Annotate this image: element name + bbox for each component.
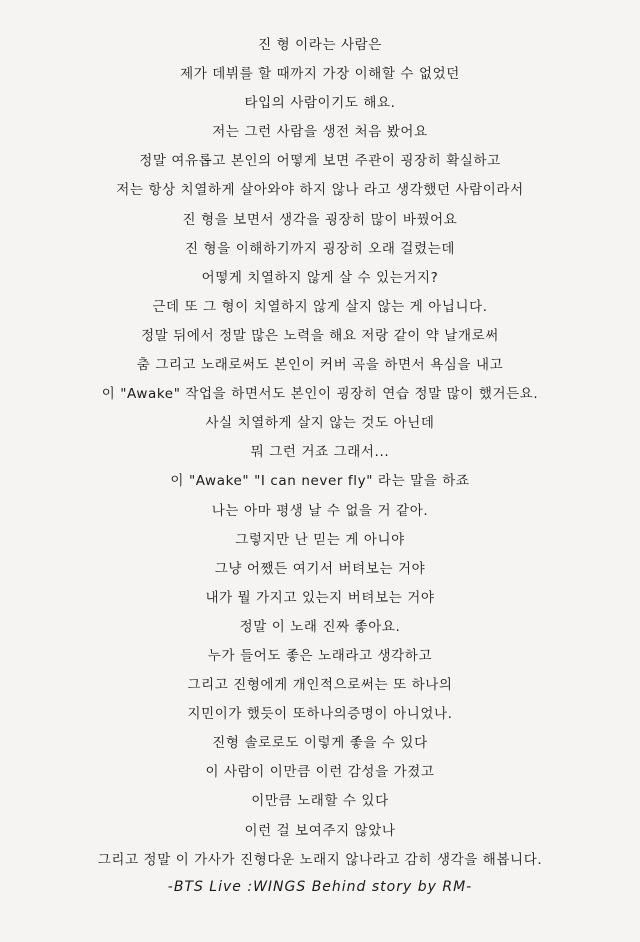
text-line: 그리고 진형에게 개인적으로써는 또 하나의 bbox=[187, 677, 453, 694]
text-line: 그리고 정말 이 가사가 진형다운 노래지 않나라고 감히 생각을 해봅니다. bbox=[97, 851, 543, 868]
text-line: 누가 들어도 좋은 노래라고 생각하고 bbox=[207, 647, 433, 664]
text-line: 이만큼 노래할 수 있다 bbox=[251, 793, 389, 810]
text-line: 뭐 그런 거죠 그래서... bbox=[250, 444, 390, 461]
text-line: 저는 그런 사람을 생전 처음 봤어요 bbox=[212, 124, 428, 141]
text-line: 저는 항상 치열하게 살아와야 하지 않나 라고 생각했던 사람이라서 bbox=[116, 182, 524, 199]
text-line: 진 형 이라는 사람은 bbox=[258, 37, 382, 53]
text-line: 이 "Awake" 작업을 하면서도 본인이 굉장히 연습 정말 많이 했거든요. bbox=[101, 386, 539, 403]
text-line: 이 "Awake" "I can never fly" 라는 말을 하죠 bbox=[170, 473, 470, 490]
text-line: 제가 데뷔를 할 때까지 가장 이해할 수 없었던 bbox=[180, 66, 460, 83]
text-line: 이런 걸 보여주지 않았나 bbox=[244, 822, 396, 839]
text-line: 그냥 어쨌든 여기서 버텨보는 거야 bbox=[214, 560, 426, 577]
signature: -BTS Live :WINGS Behind story by RM- bbox=[167, 879, 473, 895]
text-line: 사실 치열하게 살지 않는 것도 아닌데 bbox=[205, 415, 435, 432]
text-line: 어떻게 치열하지 않게 살 수 있는거지? bbox=[201, 269, 439, 286]
text-line: 이 사람이 이만큼 이런 감성을 가졌고 bbox=[205, 764, 435, 781]
text-line: 타입의 사람이기도 해요. bbox=[244, 95, 396, 112]
text-line: 정말 뒤에서 정말 많은 노력을 해요 저랑 같이 약 날개로써 bbox=[141, 327, 499, 344]
text-line: 진 형을 이해하기까지 굉장히 오래 걸렸는데 bbox=[185, 240, 455, 257]
text-line: 진 형을 보면서 생각을 굉장히 많이 바꿨어요 bbox=[182, 211, 458, 228]
text-line: 정말 이 노래 진짜 좋아요. bbox=[239, 618, 401, 635]
text-line: 근데 또 그 형이 치열하지 않게 살지 않는 게 아닙니다. bbox=[152, 298, 488, 315]
text-line: 춤 그리고 노래로써도 본인이 커버 곡을 하면서 욕심을 내고 bbox=[136, 357, 504, 374]
letter-body bbox=[0, 31, 640, 875]
text-line: 나는 아마 평생 날 수 없을 거 같아. bbox=[211, 502, 429, 519]
text-line: 지민이가 했듯이 또하나의증명이 아니었나. bbox=[187, 706, 453, 723]
text-line: 정말 여유롭고 본인의 어떻게 보면 주관이 굉장히 확실하고 bbox=[139, 153, 501, 170]
text-line: 내가 뭘 가지고 있는지 버텨보는 거야 bbox=[205, 589, 435, 606]
text-line: 진형 솔로로도 이렇게 좋을 수 있다 bbox=[212, 735, 428, 752]
text-line: 그렇지만 난 믿는 게 아니야 bbox=[235, 531, 405, 548]
